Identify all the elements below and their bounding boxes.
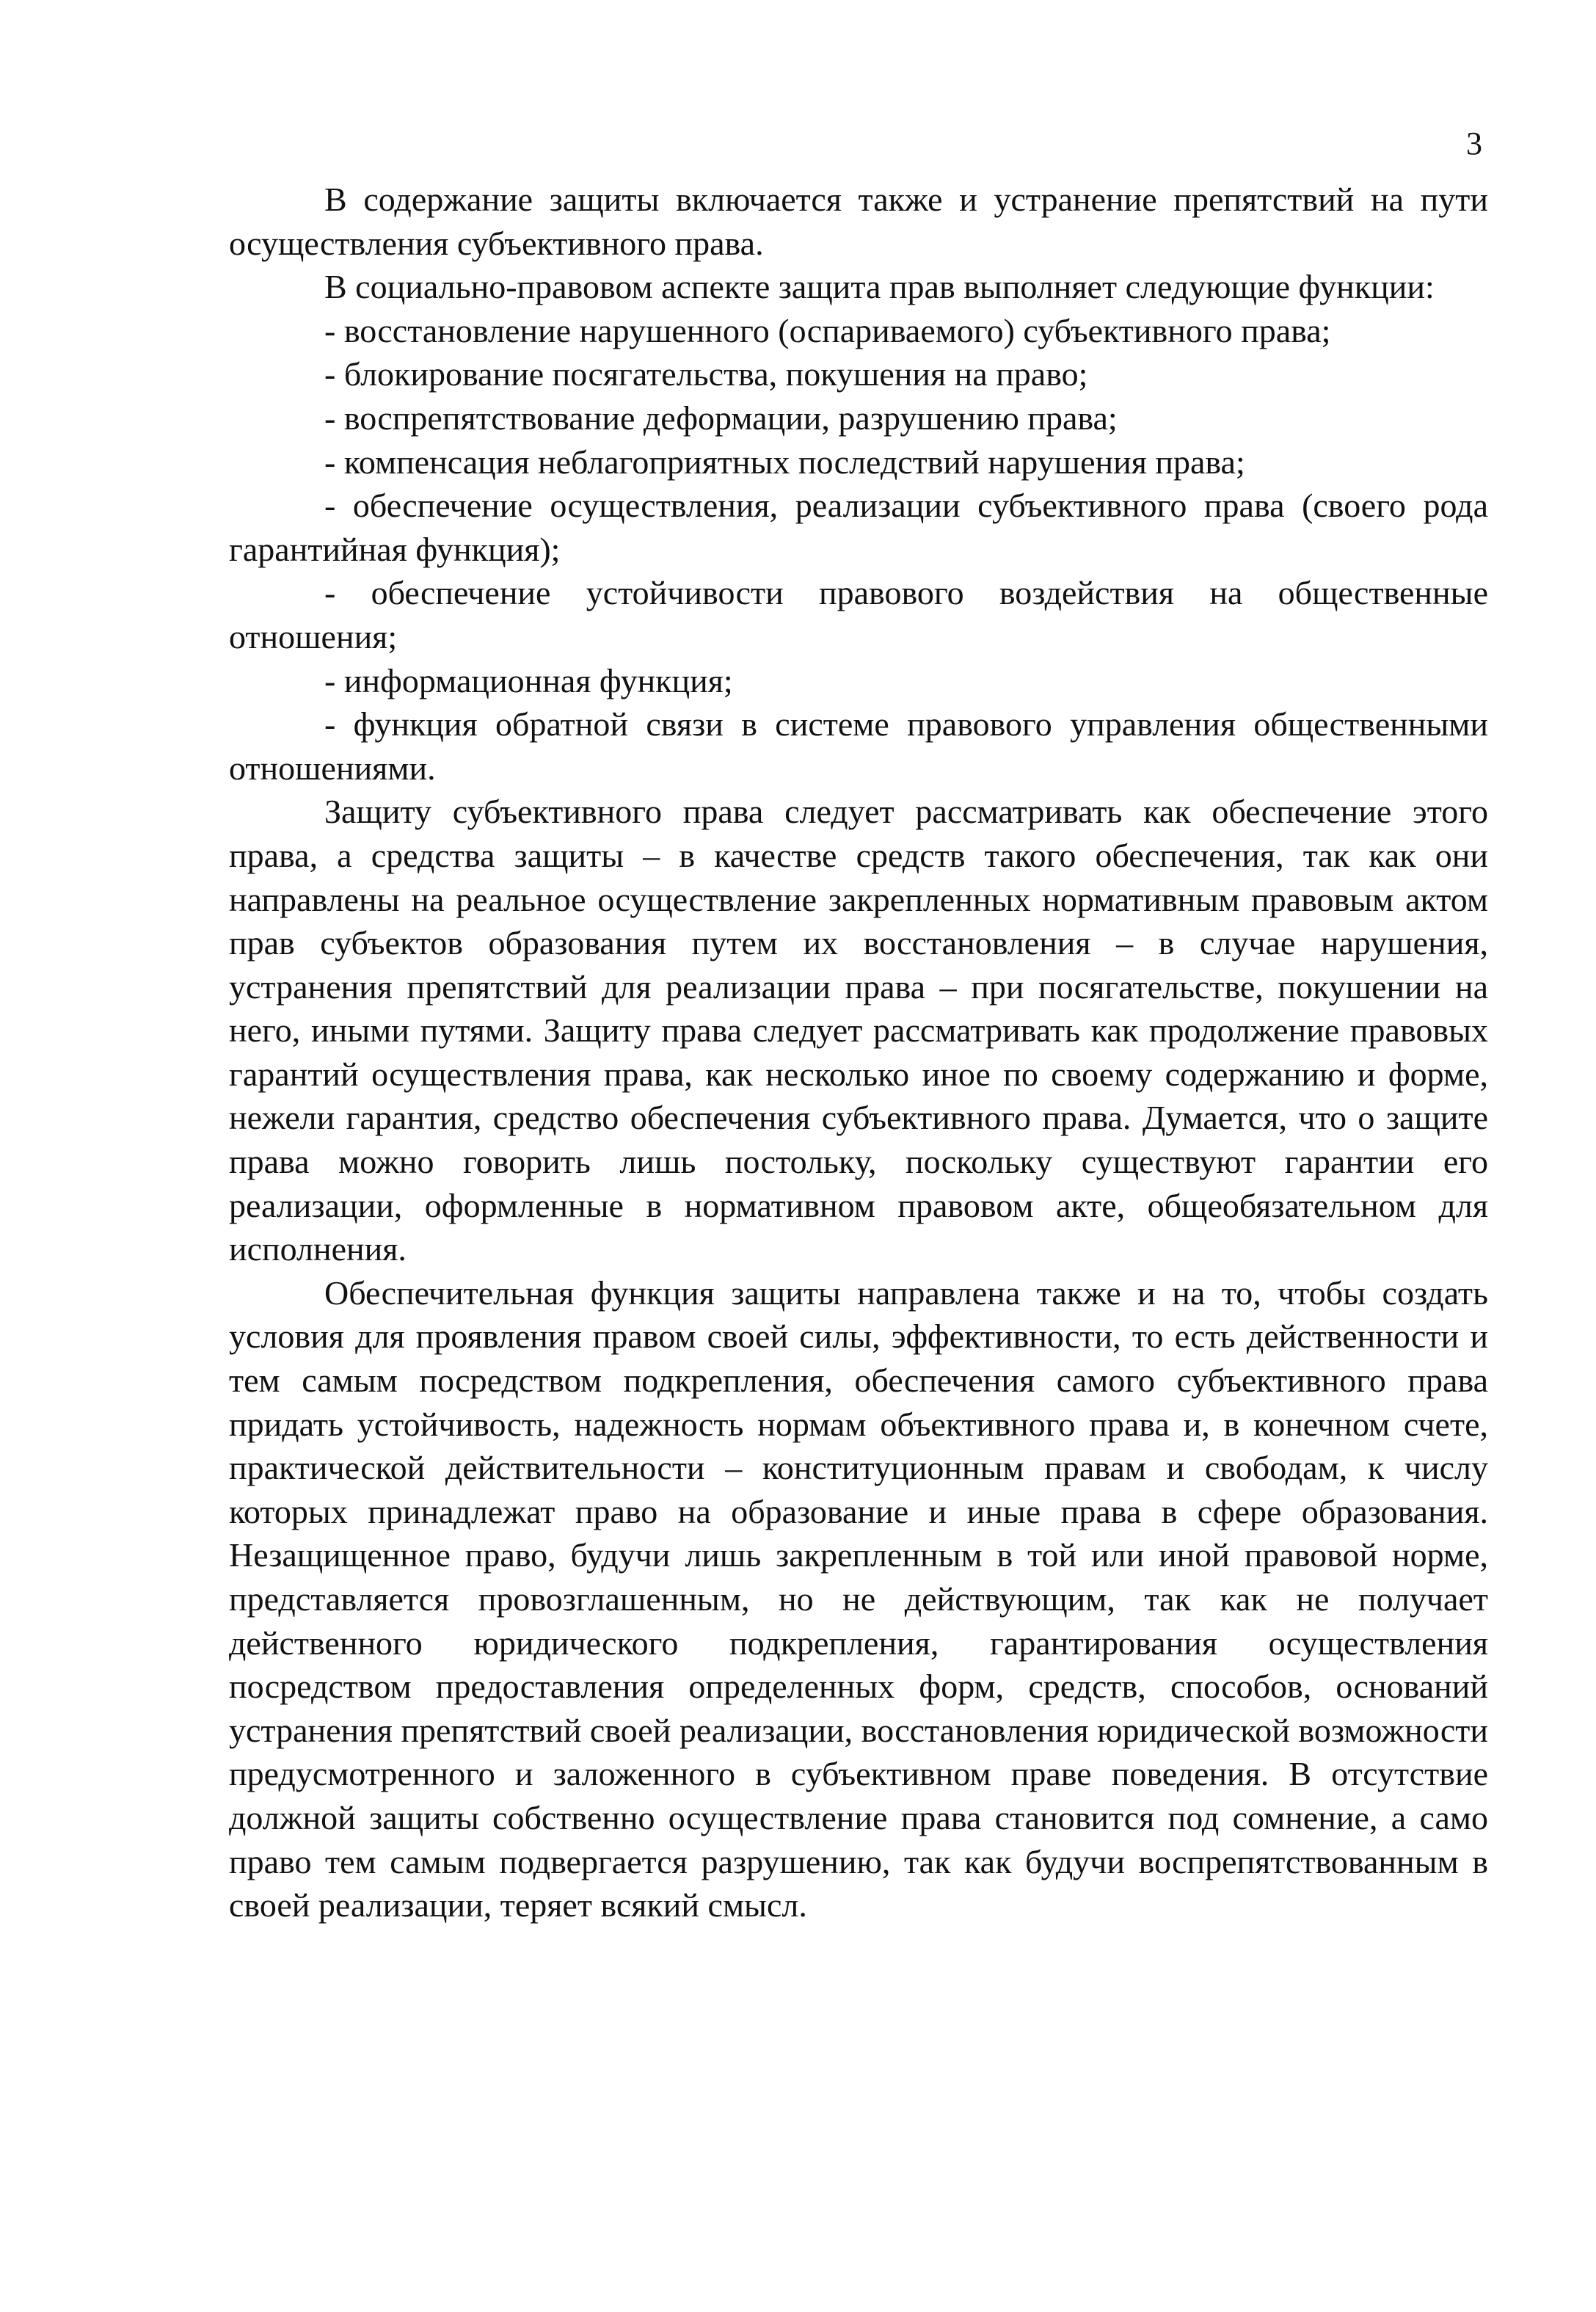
list-item: - блокирование посягательства, покушения на право; [324,355,1088,393]
paragraph-protection-as-provision: Защиту субъективного права следует рассматривать как обеспечение этого права, а средства защиты – в качестве средств такого обеспечения, так как они направлены на реальное осуществление закрепленных нормативным правовым актом прав субъектов образования путем их восстановления – в случае нарушения, устранения препятствий для реализации права – при посягательстве, покушении на него, иными путями. Защиту права следует рассматривать как продолжение правовых гарантий осуществления права, как несколько иное по своему содержанию и форме, нежели гарантия, средство обеспечения субъективного права. Думается, что о защите права можно говорить лишь постольку, поскольку существуют гарантии его реализации, оформленные в нормативном правовом акте, общеобязательном для исполнения. [229,793,1488,1268]
paragraph-provisioning-function: Обеспечительная функция защиты направлена также и на то, чтобы создать условия для проявления правом своей силы, эффективности, то есть действенности и тем самым посредством подкрепления, обеспечения самого субъективного права придать устойчивость, надежность нормам объективного права и, в конечном счете, практической действительности – конституционным правам и свободам, к числу которых принадлежат право на образование и иные права в сфере образования. Незащищенное право, будучи лишь закрепленным в той или иной правовой норме, представляется провозглашенным, но не действующим, так как не получает действенного юридического подкрепления, гарантирования осуществления посредством предоставления определенных форм, средств, способов, оснований устранения препятствий своей реализации, восстановления юридической возможности предусмотренного и заложенного в субъективном праве поведения. В отсутствие должной защиты собственно осуществление права становится под сомнение, а само право тем самым подвергается разрушению, так как будучи воспрепятствованным в своей реализации, теряет всякий смысл. [229,1273,1488,1924]
list-item: - обеспечение устойчивости правового воздействия на общественные отношения; [229,574,1488,655]
page-number: 3 [1466,126,1482,161]
list-item: - функция обратной связи в системе правового управления общественными отношениями. [229,705,1488,787]
list-item: - восстановление нарушенного (оспариваемого) субъективного права; [324,311,1331,349]
functions-list [229,309,1488,790]
document-body [229,178,1488,1927]
paragraph-removing-obstacles: В содержание защиты включается также и устранение препятствий на пути осуществления субъективного права. [229,181,1488,262]
list-item: - воспрепятствование деформации, разрушению права; [324,399,1118,437]
list-item: - обеспечение осуществления, реализации субъективного права (своего рода гарантийная функция); [229,487,1488,568]
list-item: - информационная функция; [324,661,733,699]
paragraph-functions-intro: В социально-правовом аспекте защита прав выполняет следующие функции: [324,268,1435,306]
list-item: - компенсация неблагоприятных последствий нарушения права; [324,443,1245,481]
